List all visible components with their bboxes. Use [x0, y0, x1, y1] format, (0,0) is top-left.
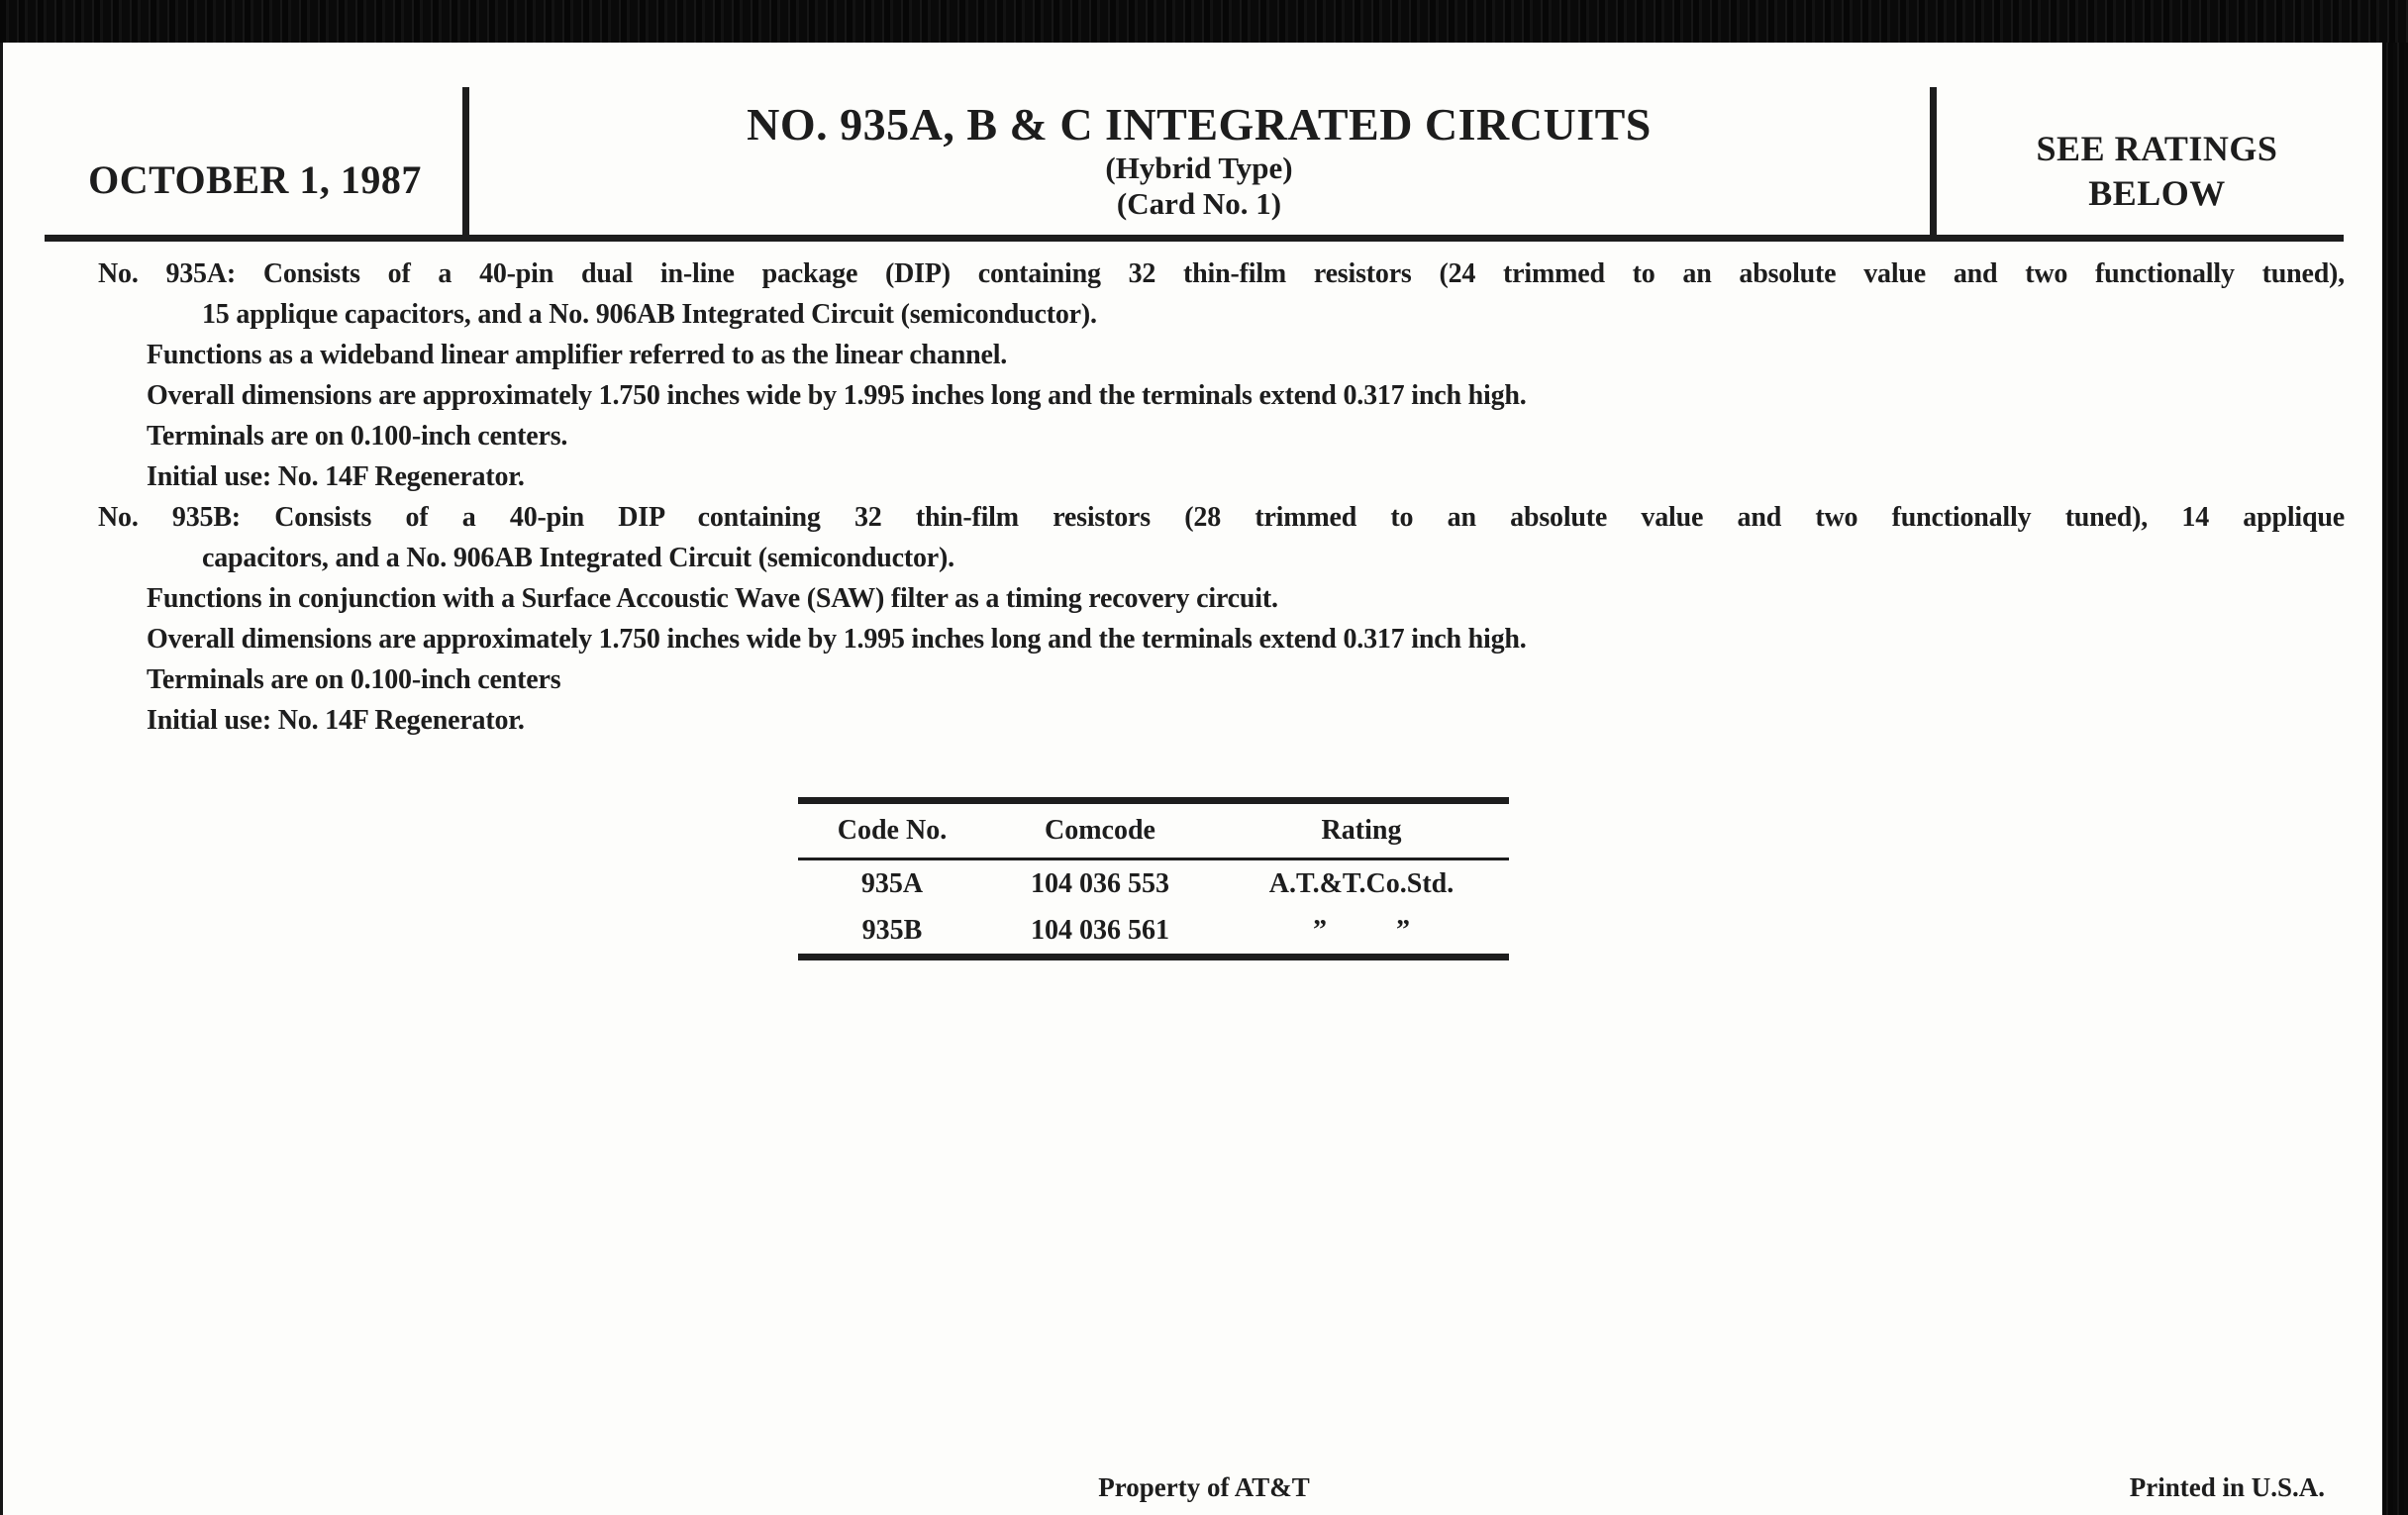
spec-line: 15 applique capacitors, and a No. 906AB Integrated Circuit (semiconductor). [202, 299, 1097, 330]
cell-rating: A.T.&T.Co.Std. [1268, 867, 1455, 899]
cell-comcode: 104 036 553 [1031, 867, 1169, 899]
spec-line: capacitors, and a No. 906AB Integrated Circuit (semiconductor). [202, 543, 954, 573]
subtitle-card-number: (Card No. 1) [1116, 186, 1282, 221]
column-header-rating: Rating [1214, 801, 1509, 859]
column-header-code-no: Code No. [798, 801, 986, 859]
ratings-note [1933, 127, 2381, 216]
specification-text [0, 253, 2408, 741]
cell-rating: ” ” [1313, 914, 1410, 946]
cell-comcode: 104 036 561 [1031, 914, 1169, 946]
spec-line: No. 935B: Consists of a 40-pin DIP containing 32 thin-film resistors (28 trimmed to an absolute value and two functionally tuned), 14 applique [98, 502, 2345, 533]
header-title-block [465, 99, 1933, 222]
spec-line: No. 935A: Consists of a 40-pin dual in-line package (DIP) containing 32 thin-film resistors (24 trimmed to an absolute value and two functionally tuned), [98, 258, 2345, 289]
header-divider-left [462, 87, 469, 238]
table-header-row [798, 801, 1509, 859]
spec-line: Initial use: No. 14F Regenerator. [147, 705, 525, 736]
issue-date: OCTOBER 1, 1987 [88, 157, 422, 202]
spec-line: Overall dimensions are approximately 1.750 inches wide by 1.995 inches long and the terminals extend 0.317 inch high. [147, 624, 1527, 655]
cell-code-no: 935B [861, 914, 923, 946]
scan-top-edge [0, 0, 2408, 43]
spec-line: Functions as a wideband linear amplifier referred to as the linear channel. [147, 340, 1008, 370]
cell-code-no: 935A [860, 867, 924, 899]
ratings-table [798, 797, 1509, 960]
spec-line: Functions in conjunction with a Surface Accoustic Wave (SAW) filter as a timing recovery circuit. [147, 583, 1278, 614]
spec-line: Initial use: No. 14F Regenerator. [147, 461, 525, 492]
spec-line: Terminals are on 0.100-inch centers [147, 664, 561, 695]
property-notice: Property of AT&T [1098, 1472, 1310, 1502]
column-header-comcode: Comcode [986, 801, 1214, 859]
ratings-note-line1: SEE RATINGS [2036, 129, 2278, 168]
table-row [798, 859, 1509, 908]
ratings-note-line2: BELOW [2088, 173, 2226, 213]
header-divider-right [1930, 87, 1937, 238]
page-title: NO. 935A, B & C INTEGRATED CIRCUITS [747, 99, 1652, 150]
table-row [798, 907, 1509, 958]
spec-line: Overall dimensions are approximately 1.750 inches wide by 1.995 inches long and the terminals extend 0.317 inch high. [147, 380, 1527, 411]
header-rule [45, 235, 2344, 242]
subtitle-hybrid-type: (Hybrid Type) [1105, 151, 1293, 185]
spec-line: Terminals are on 0.100-inch centers. [147, 421, 568, 452]
printed-notice: Printed in U.S.A. [2129, 1472, 2325, 1502]
